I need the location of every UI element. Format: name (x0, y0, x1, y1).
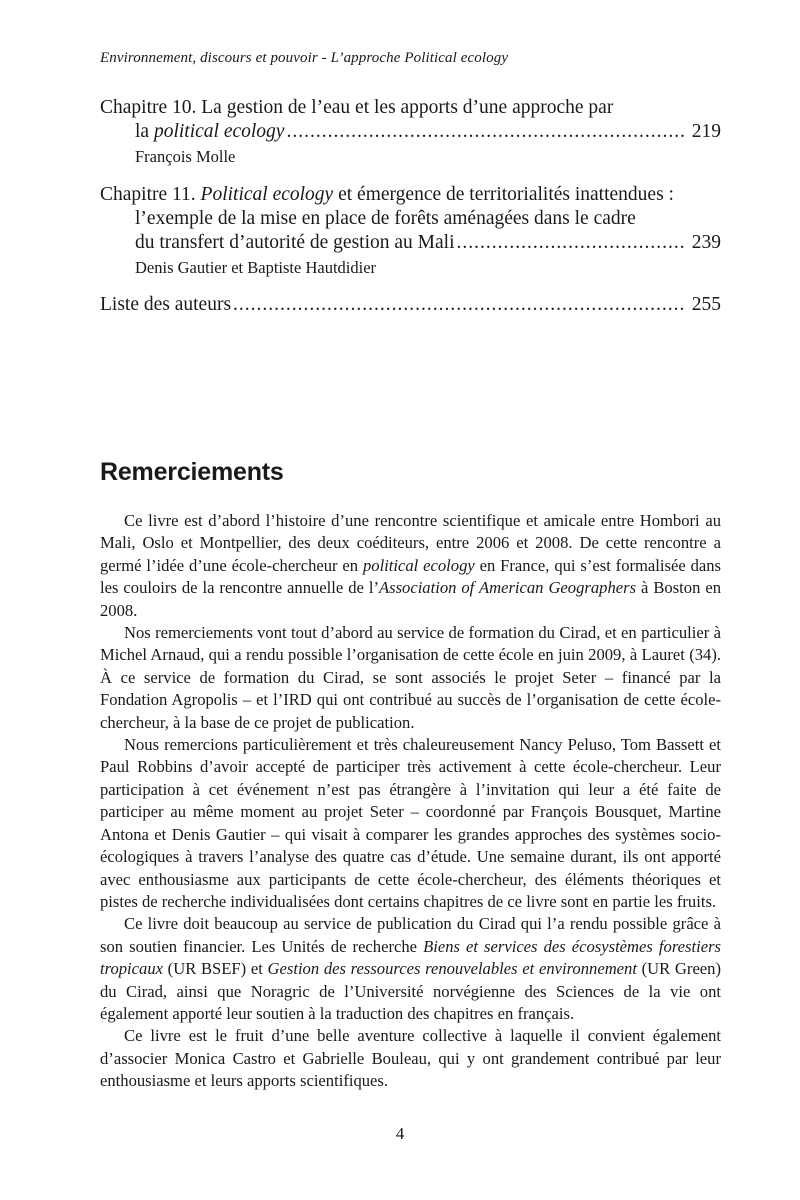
toc-page-number: 239 (691, 232, 721, 253)
toc-page-number: 219 (691, 121, 721, 142)
paragraph: Ce livre est le fruit d’une belle aventure collective à laquelle il convient également d’associer Monica Castro et Gabrielle Bouleau, qui y ont grandement contribué par leur enthousiasme et leurs apports scientifiques. (100, 1026, 721, 1091)
dot-leader (456, 231, 685, 255)
toc-page-number: 255 (691, 294, 721, 315)
toc-chapter-title: du transfert d’autorité de gestion au Mali (135, 232, 455, 253)
running-header: Environnement, discours et pouvoir - L’approche Political ecology (100, 50, 509, 66)
toc-chapter-title: la political ecology (135, 121, 285, 142)
toc-entry-chapter-10[interactable] (100, 96, 721, 168)
toc-italic-term: Political ecology (200, 184, 334, 205)
toc-line (100, 293, 721, 317)
paragraph: Nos remerciements vont tout d’abord au service de formation du Cirad, et en particulier à Michel Arnaud, qui a rendu possible l’organisation de cette école en juin 2009, à Lauret (34). À ce service de formation du Cirad, se sont associés le projet Seter – financé par la Fondation Agropolis – et l’IRD qui ont contribué au succès de l’organisation de cette école-chercheur, à la base de ce projet de publication. (100, 623, 721, 732)
toc-chapter-title: Chapitre 10. La gestion de l’eau et les apports d’une approche par (100, 97, 614, 118)
toc-line (100, 183, 721, 207)
page-number: 4 (395, 1124, 405, 1143)
dot-leader (233, 293, 685, 317)
toc-chapter-title: Liste des auteurs (100, 294, 232, 315)
paragraph: Nous remercions particulièrement et très chaleureusement Nancy Peluso, Tom Bassett et Paul Robbins d’avoir accepté de participer très activement à cette école-chercheur. Leur participation à cet événement n’est pas étrangère à l’invitation qui leur a été faite de participer au même moment au projet Seter – coordonné par François Bousquet, Martine Antona et Denis Gautier – qui visait à comparer les grandes approches des systèmes socio-écologiques à travers l’analyse des quatre cas d’étude. Une semaine durant, ils ont apporté avec enthousiasme aux participants de cette école-chercheur, des éléments théoriques et pistes de recherche individualisées dont certains chapitres de ce livre sont en partie les fruits. (100, 735, 721, 911)
dot-leader (286, 120, 685, 144)
toc-line (100, 120, 721, 144)
toc-line (100, 207, 721, 231)
paragraph: Ce livre doit beaucoup au service de publication du Cirad qui l’a rendu possible grâce à son soutien financier. Les Unités de recherche Biens et services des écosystèmes forestiers tropicaux (UR BSEF) et Gestion des ressources renouvelables et environnement (UR Green) du Cirad, ainsi que Noragric de l’Université norvégienne des Sciences de la vie ont également apporté leur soutien à la traduction des chapitres en français. (100, 914, 721, 1023)
toc-authors: François Molle (135, 147, 236, 166)
toc-chapter-title: Chapitre 11. Political ecology et émergence de territorialités inattendues : (100, 184, 674, 205)
toc-chapter-title: l’exemple de la mise en place de forêts aménagées dans le cadre (135, 208, 636, 229)
acknowledgements-body (100, 510, 721, 1093)
toc-entry-authors-list[interactable] (100, 293, 721, 317)
toc-line (100, 231, 721, 255)
toc-authors: Denis Gautier et Baptiste Hautdidier (135, 258, 377, 277)
toc-line (100, 96, 721, 120)
section-title: Remerciements (100, 458, 284, 486)
paragraph: Ce livre est d’abord l’histoire d’une rencontre scientifique et amicale entre Hombori au Mali, Oslo et Montpellier, des deux coéditeurs, entre 2006 et 2008. De cette rencontre a germé l’idée d’une école-chercheur en political ecology en France, qui s’est formalisée dans les couloirs de la rencontre annuelle de l’Association of American Geographers à Boston en 2008. (100, 511, 721, 620)
toc-entry-chapter-11[interactable] (100, 183, 721, 279)
toc-italic-term: political ecology (153, 121, 285, 142)
